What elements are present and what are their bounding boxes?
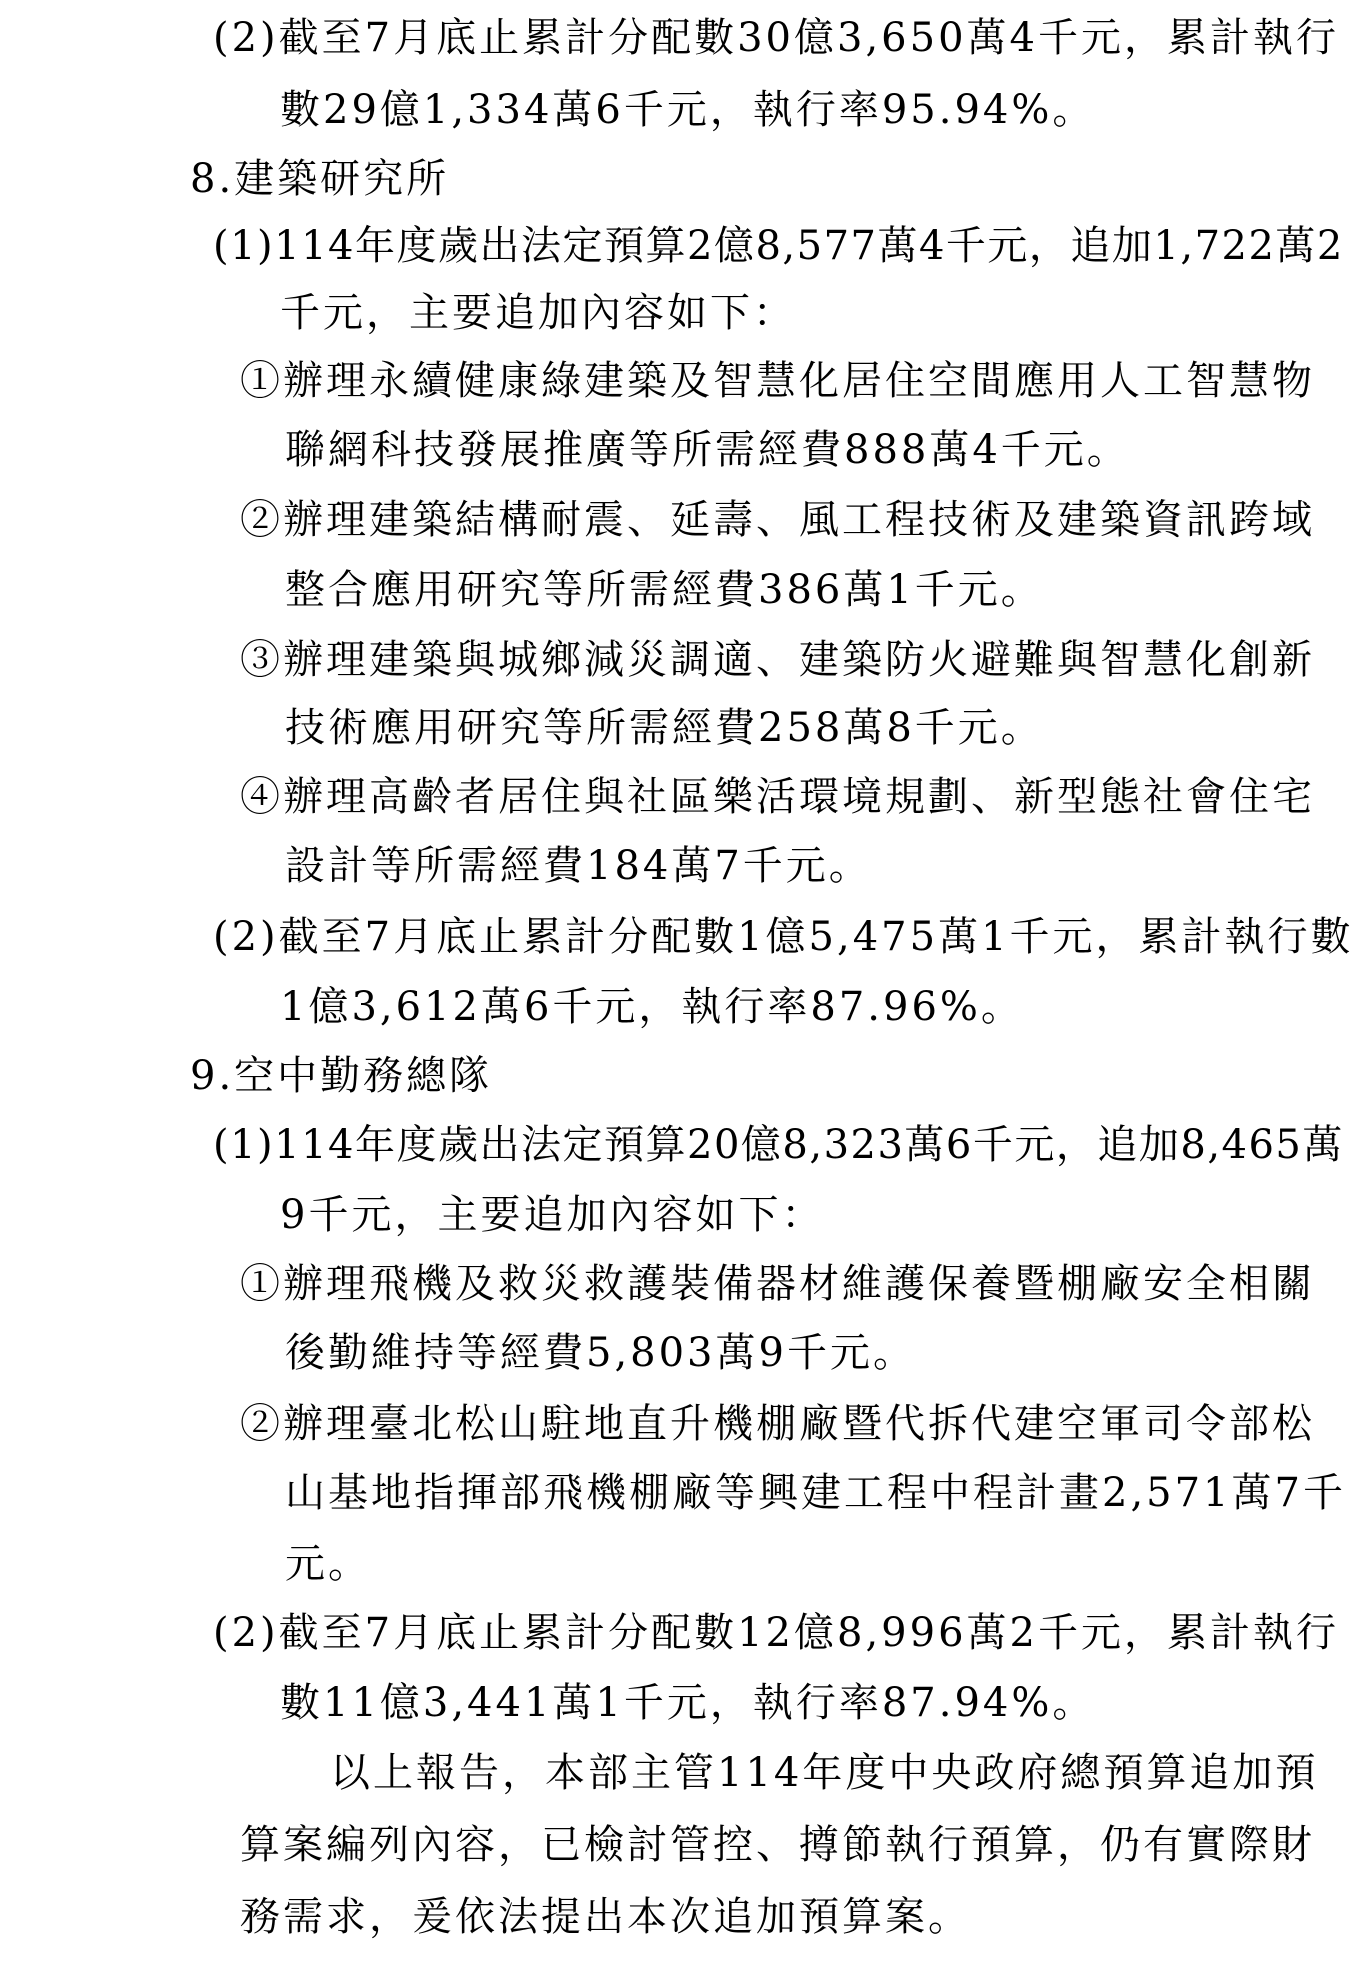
text-line: 9千元，主要追加內容如下： [280, 1192, 825, 1238]
text-line: 務需求，爰依法提出本次追加預算案。 [240, 1894, 971, 1940]
text-line: 算案編列內容，已檢討管控、撙節執行預算，仍有實際財 [240, 1822, 1315, 1868]
text-line: 技術應用研究等所需經費258萬8千元。 [285, 705, 1044, 751]
text-line: ②辦理臺北松山駐地直升機棚廠暨代拆代建空軍司令部松 [240, 1401, 1315, 1447]
text-line: (1)114年度歲出法定預算20億8,323萬6千元，追加8,465萬 [213, 1122, 1344, 1168]
text-line: ④辦理高齡者居住與社區樂活環境規劃、新型態社會住宅 [240, 774, 1315, 820]
text-line: 以上報告，本部主管114年度中央政府總預算追加預 [330, 1750, 1319, 1796]
text-line: ①辦理永續健康綠建築及智慧化居住空間應用人工智慧物 [240, 358, 1315, 404]
text-line: 千元，主要追加內容如下： [280, 290, 796, 336]
text-line: 1億3,612萬6千元，執行率87.96%。 [280, 984, 1024, 1030]
text-line: 聯網科技發展推廣等所需經費888萬4千元。 [285, 427, 1130, 473]
text-line: (1)114年度歲出法定預算2億8,577萬4千元，追加1,722萬2 [213, 223, 1344, 269]
section-heading: 8.建築研究所 [190, 156, 450, 202]
text-line: (2)截至7月底止累計分配數30億3,650萬4千元，累計執行 [213, 15, 1339, 61]
text-line: 後勤維持等經費5,803萬9千元。 [285, 1330, 916, 1376]
text-line: 數29億1,334萬6千元，執行率95.94%。 [280, 87, 1096, 133]
text-line: 整合應用研究等所需經費386萬1千元。 [285, 567, 1044, 613]
text-line: 元。 [285, 1541, 371, 1587]
text-line: ②辦理建築結構耐震、延壽、風工程技術及建築資訊跨域 [240, 497, 1315, 543]
text-line: ①辦理飛機及救災救護裝備器材維護保養暨棚廠安全相關 [240, 1261, 1315, 1307]
text-line: ③辦理建築與城鄉減災調適、建築防火避難與智慧化創新 [240, 637, 1315, 683]
text-line: (2)截至7月底止累計分配數12億8,996萬2千元，累計執行 [213, 1610, 1339, 1656]
text-line: (2)截至7月底止累計分配數1億5,475萬1千元，累計執行數 [213, 914, 1354, 960]
text-line: 設計等所需經費184萬7千元。 [285, 843, 872, 889]
text-line: 山基地指揮部飛機棚廠等興建工程中程計畫2,571萬7千 [285, 1470, 1346, 1516]
section-heading: 9.空中勤務總隊 [190, 1053, 493, 1099]
text-line: 數11億3,441萬1千元，執行率87.94%。 [280, 1680, 1096, 1726]
